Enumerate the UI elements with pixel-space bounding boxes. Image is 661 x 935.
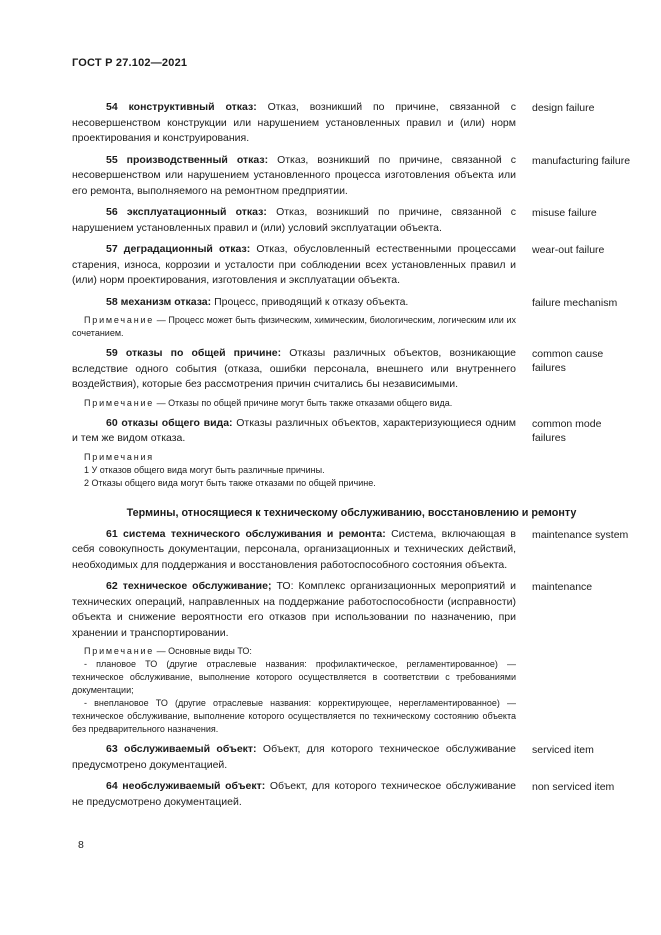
term-row: [72, 100, 631, 147]
term-text: Отказы различных объектов, возникающие вследствие одного события (отказа, ошибки персонала, внешнего или внутреннего воздействия), которые без рассмотрения причин считались бы независимыми.: [72, 347, 516, 390]
term-russian: [72, 527, 516, 574]
term-name: система технического обслуживания и ремонта:: [123, 527, 386, 540]
term-definition: [72, 153, 516, 200]
term-note: [72, 314, 516, 340]
term-russian: [72, 153, 516, 200]
term-name: эксплуатационный отказ:: [126, 206, 267, 218]
term-text: Комплекс организационных мероприятий и технических операций, направленных на поддержание работоспособности (исправности) объекта и снижение вероятности его отказов при использовании по назначению, при хранении и транспортировании.: [72, 580, 517, 639]
term-english: common mode failures: [532, 417, 602, 444]
term-text: Отказ, возникший по причине, связанной с нарушением установленных правил и (или) условий эксплуатации объекта.: [72, 206, 517, 234]
term-text: Отказ, обусловленный естественными процессами старения, износа, коррозии и усталости при соблюдении всех установленных правил и (или) норм проектирования, изготовления и эксплуатации объекта.: [72, 243, 517, 286]
term-row: [72, 527, 631, 574]
term-russian: [72, 295, 516, 341]
term-number: 64: [106, 780, 118, 792]
section-heading: Термины, относящиеся к техническому обслуживанию, восстановлению и ремонту: [126, 506, 577, 519]
term-abbreviation: ТО:: [276, 580, 294, 592]
term-row: [72, 416, 631, 490]
term-row: [72, 153, 631, 200]
term-english: manufacturing failure: [532, 154, 631, 167]
term-russian: [72, 346, 516, 410]
note-text: — Отказы по общей причине могут быть также отказами общего вида.: [156, 397, 453, 408]
term-note: 1 У отказов общего вида могут быть различные причины.: [84, 464, 325, 475]
term-note: 2 Отказы общего вида могут быть также отказами по общей причине.: [84, 477, 376, 488]
term-number: 59: [106, 347, 118, 359]
term-definition: [72, 527, 516, 574]
note-label: Примечания: [84, 451, 154, 462]
term-english: serviced item: [532, 744, 594, 756]
term-english: failure mechanism: [532, 296, 618, 309]
document-content: [72, 100, 631, 810]
term-russian: [72, 742, 516, 773]
term-english: maintenance system: [532, 528, 629, 541]
term-number: 56: [106, 206, 118, 218]
term-number: 55: [106, 153, 118, 166]
term-english: wear-out failure: [532, 244, 605, 256]
term-row: [72, 346, 631, 410]
term-name: производственный отказ:: [126, 153, 269, 166]
term-name: деградационный отказ:: [123, 243, 251, 255]
document-header: ГОСТ Р 27.102—2021: [72, 57, 188, 69]
term-text: Объект, для которого техническое обслуживание не предусмотрено документацией.: [72, 780, 516, 808]
term-row: [72, 205, 631, 236]
term-russian: [72, 100, 516, 147]
term-number: 60: [106, 416, 118, 429]
term-name: необслуживаемый объект:: [122, 780, 266, 792]
note-label: Примечание: [84, 646, 155, 656]
term-text: Отказы различных объектов, характеризующиеся одним и тем же видом отказа.: [72, 416, 517, 444]
term-text: Система, включающая в себя совокупность документации, персонала, организационных и технических действий, необходимых для поддержания и восстановления работоспособного состояния объекта.: [72, 527, 516, 571]
term-definition: [72, 205, 516, 236]
term-english: maintenance: [532, 581, 593, 593]
term-russian: [72, 242, 516, 289]
term-definition: [72, 742, 516, 773]
term-row: [72, 742, 631, 773]
term-note: [72, 645, 516, 658]
term-text: Отказ, возникший по причине, связанной с несовершенством конструкции или нарушением установленных правил и (или) норм проектирования и конструирования.: [72, 101, 516, 144]
term-definition: [72, 295, 516, 311]
term-name: техническое обслуживание;: [122, 580, 272, 592]
term-number: 57: [106, 243, 118, 255]
note-text: — Основные виды ТО:: [156, 646, 252, 656]
page-number: 8: [78, 839, 84, 851]
term-definition: [72, 416, 516, 447]
term-english: non serviced item: [532, 781, 615, 793]
term-text: Отказ, возникший по причине, связанной с несовершенством или нарушением установленного процесса изготовления объекта или его ремонта, выполняемого на ремонтном предприятии.: [72, 153, 517, 197]
term-definition: [72, 100, 516, 147]
term-row: [72, 579, 631, 736]
term-definition: [72, 346, 516, 393]
term-russian: [72, 416, 516, 490]
term-number: 58: [106, 295, 118, 308]
term-english: common cause failures: [532, 348, 604, 374]
term-russian: [72, 205, 516, 236]
term-row: [72, 779, 631, 810]
term-name: механизм отказа:: [120, 295, 212, 308]
term-english: design failure: [532, 102, 595, 114]
note-label: Примечание: [84, 315, 155, 325]
term-english: misuse failure: [532, 207, 597, 219]
note-list-item: - внеплановое ТО (другие отраслевые названия: корректирующее, нерегламентированное) — техническое обслуживание, выполнение которого осуществляется по техническому состоянию объекта без предварительного назначения.: [72, 698, 516, 734]
notes-heading: [72, 451, 516, 464]
term-russian: [72, 779, 516, 810]
term-text: Объект, для которого техническое обслуживание предусмотрено документацией.: [72, 743, 516, 771]
term-name: конструктивный отказ:: [128, 101, 257, 113]
note-text: — Процесс может быть физическим, химическим, биологическим, логическим или их сочетанием.: [72, 315, 516, 338]
term-definition: [72, 779, 516, 810]
term-name: отказы общего вида:: [121, 416, 233, 429]
note-list-item: - плановое ТО (другие отраслевые названия: профилактическое, регламентированное) — техническое обслуживание, выполнение которого осуществляется в соответствии с требованиями документации;: [72, 659, 516, 695]
term-row: [72, 295, 631, 341]
term-number: 63: [106, 743, 118, 755]
term-row: [72, 242, 631, 289]
term-text: Процесс, приводящий к отказу объекта.: [214, 295, 409, 308]
term-definition: [72, 579, 516, 641]
note-label: Примечание: [84, 397, 155, 408]
term-number: 62: [106, 580, 118, 592]
term-name: обслуживаемый объект:: [124, 743, 257, 755]
term-russian: [72, 579, 516, 736]
term-number: 54: [106, 101, 118, 113]
term-name: отказы по общей причине:: [125, 347, 282, 359]
term-definition: [72, 242, 516, 289]
term-number: 61: [106, 527, 118, 540]
term-note: [72, 397, 516, 410]
